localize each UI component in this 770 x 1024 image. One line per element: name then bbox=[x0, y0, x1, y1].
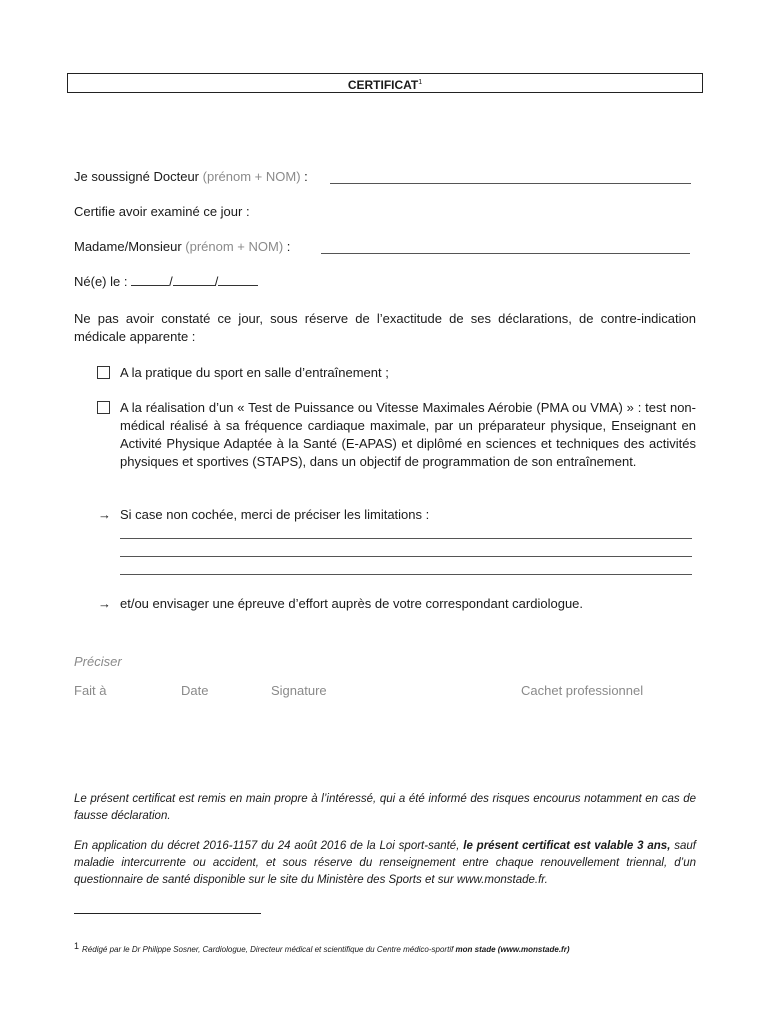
notice-handover: Le présent certificat est remis en main propre à l’intéressé, qui a été informé des risques encourus notamment en cas de fausse déclaration. bbox=[74, 793, 696, 822]
doctor-hint: (prénom + NOM) bbox=[202, 169, 301, 184]
option-sport-label: A la pratique du sport en salle d’entraînement ; bbox=[120, 365, 389, 380]
notice-validity-part2: sauf maladie intercurrente ou accident, et sous réserve du renseignement entre chaque renouvellement triennal, d’un questionnaire de santé disponible sur le site du Ministère des Sports et sur www.monstade.fr. bbox=[74, 840, 696, 886]
preciser-label: Préciser bbox=[74, 654, 122, 669]
cachet-label: Cachet professionnel bbox=[521, 683, 644, 698]
footnote-number: 1 bbox=[74, 941, 80, 951]
patient-name-field[interactable] bbox=[321, 253, 690, 254]
notice-validity-bold: le présent certificat est valable 3 ans, bbox=[463, 840, 671, 852]
certifie-line: Certifie avoir examiné ce jour : bbox=[74, 204, 250, 219]
limitations-prompt: Si case non cochée, merci de préciser les limitations : bbox=[120, 507, 430, 522]
doctor-line bbox=[74, 168, 308, 186]
patient-label: Madame/Monsieur bbox=[74, 239, 182, 254]
notice-validity-part1: En application du décret 2016-1157 du 24 août 2016 de la Loi sport-santé, bbox=[74, 840, 460, 852]
doctor-colon: : bbox=[304, 169, 308, 184]
patient-line bbox=[74, 238, 290, 256]
footnote-separator bbox=[74, 913, 261, 914]
footnote bbox=[74, 940, 569, 956]
notice-validity bbox=[74, 838, 696, 889]
footnote-bold: mon stade (www.monstade.fr) bbox=[455, 945, 570, 954]
option-test-label: A la réalisation d’un « Test de Puissance ou Vitesse Maximales Aérobie (PMA ou VMA) » : test non-médical réalisé à sa fréquence cardiaque maximale, par un préparateur physique, Enseignant en Activité Physique Adaptée à la Santé (E-APAS) et diplômé en sciences et techniques des activités physiques et sportives (STAPS), dans un objectif de programmation de son entraînement. bbox=[120, 400, 696, 469]
patient-colon: : bbox=[286, 239, 291, 254]
title-text: CERTIFICAT bbox=[347, 78, 419, 92]
fait-a-label: Fait à bbox=[74, 683, 107, 698]
birth-month-field[interactable] bbox=[173, 273, 215, 286]
limitations-line-2[interactable] bbox=[120, 556, 692, 557]
doctor-name-field[interactable] bbox=[330, 183, 691, 184]
doctor-label: Je soussigné Docteur bbox=[74, 169, 200, 184]
date-label: Date bbox=[181, 683, 209, 698]
arrow-icon: → bbox=[98, 507, 111, 522]
option-test-checkbox[interactable] bbox=[97, 401, 110, 414]
birth-day-field[interactable] bbox=[131, 273, 169, 286]
title-footnote-ref: 1 bbox=[418, 79, 423, 86]
birth-label: Né(e) le : bbox=[74, 274, 128, 289]
arrow-icon: → bbox=[98, 596, 111, 611]
option-sport-checkbox[interactable] bbox=[97, 366, 110, 379]
signature-label: Signature bbox=[271, 683, 327, 698]
cardiology-advice: et/ou envisager une épreuve d’effort auprès de votre correspondant cardiologue. bbox=[120, 596, 584, 611]
limitations-line-1[interactable] bbox=[120, 538, 692, 539]
birth-year-field[interactable] bbox=[218, 273, 258, 286]
birth-sep-2: / bbox=[214, 274, 219, 289]
footnote-text: Rédigé par le Dr Philippe Sosner, Cardiologue, Directeur médical et scientifique du Centre médico-sportif bbox=[82, 945, 454, 954]
intro-paragraph: Ne pas avoir constaté ce jour, sous réserve de l’exactitude de ses déclarations, de contre-indication médicale apparente : bbox=[74, 311, 696, 344]
patient-hint: (prénom + NOM) bbox=[185, 239, 284, 254]
certificate-title bbox=[67, 73, 703, 93]
birth-sep-1: / bbox=[169, 274, 173, 289]
limitations-line-3[interactable] bbox=[120, 574, 692, 575]
birth-line bbox=[74, 273, 258, 291]
